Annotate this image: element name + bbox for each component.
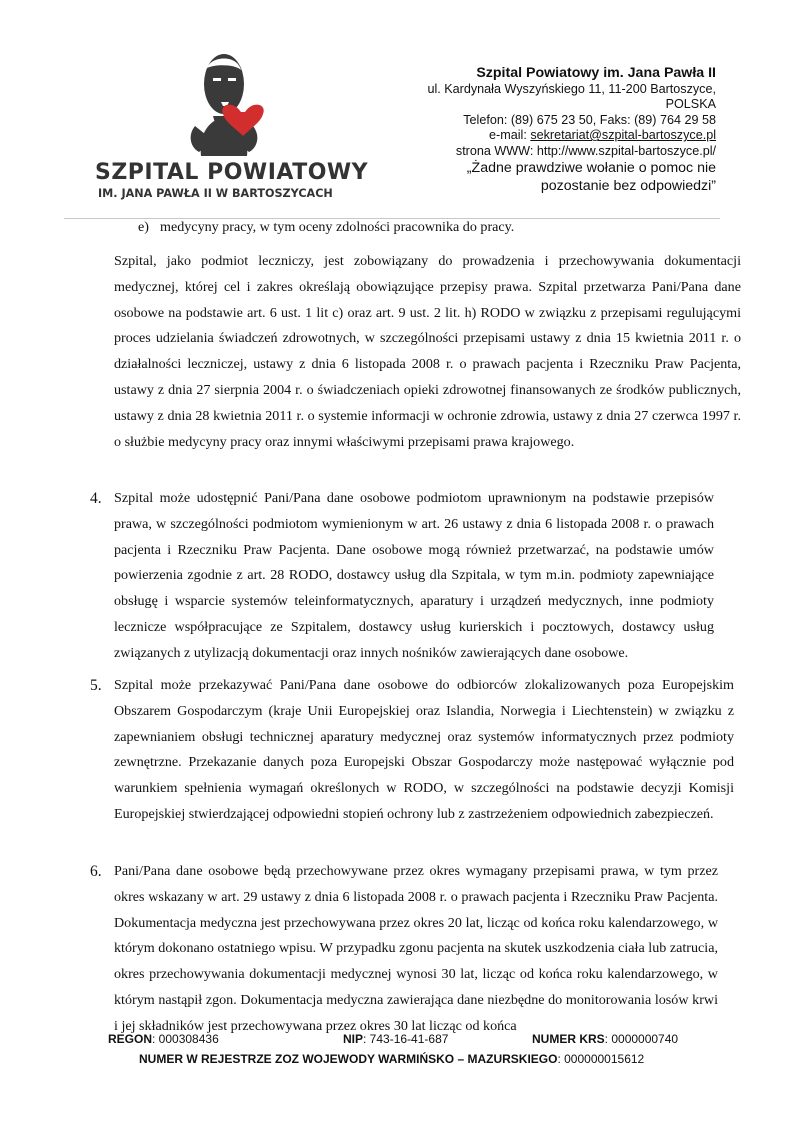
item-6-number: 6.: [90, 863, 102, 880]
header-contact: [427, 64, 716, 195]
footer-register: [139, 1052, 644, 1066]
address-line-2: POLSKA: [665, 97, 716, 112]
register-value: : 000000015612: [557, 1052, 645, 1066]
item-5-text: Szpital może przekazywać Pani/Pana dane osobowe do odbiorców zlokalizowanych poza Europejskim Obszarem Gospodarczym (kraje Unii Europejskiej oraz Islandia, Norwegia i Liechtenstein) w związku z zapewnianiem obsługi technicznej aparatury medycznej oraz systemów informatycznych przez podmioty zewnętrzne. Przekazanie danych poza Europejski Obszar Gospodarczy może następować wyłącznie pod warunkiem spełnienia wymagań określonych w RODO, w szczególności na podstawie decyzji Komisji Europejskiej stwierdzającej odpowiedni stopień ochrony lub z zastrzeżeniem odpowiednich zabezpieczeń.: [114, 677, 734, 822]
footer-nip: [343, 1032, 448, 1046]
motto-line-2: pozostanie bez odpowiedzi”: [540, 178, 716, 195]
address-line-1: ul. Kardynała Wyszyńskiego 11, 11-200 Bartoszyce,: [427, 82, 716, 96]
regon-value: : 000308436: [152, 1032, 219, 1046]
email-line: [427, 128, 716, 143]
krs-value: : 0000000740: [604, 1032, 679, 1046]
nip-value: : 743-16-41-687: [363, 1032, 449, 1046]
phone-fax: Telefon: (89) 675 23 50, Faks: (89) 764 29 58: [463, 112, 716, 127]
motto-line-1: „Żadne prawdziwe wołanie o pomoc nie: [466, 160, 716, 177]
regon-label: REGON: [108, 1032, 153, 1046]
logo-subtitle: IM. JANA PAWŁA II W BARTOSZYCACH: [98, 187, 333, 200]
list-item-e: [138, 219, 514, 236]
krs-label: NUMER KRS: [532, 1032, 605, 1046]
hospital-logo: [95, 44, 369, 204]
item-4-number: 4.: [90, 490, 102, 507]
email-label: e-mail:: [489, 128, 531, 143]
footer-regon: [108, 1032, 219, 1046]
item-6-text: Pani/Pana dane osobowe będą przechowywane przez okres wymagany przepisami prawa, w tym przez okres wskazany w art. 29 ustawy z dnia 6 listopada 2008 r. o prawach pacjenta i Rzeczniku Praw Pacjenta. Dokumentacja medyczna jest przechowywana przez okres 20 lat, licząc od końca roku kalendarzowego, w którym dokonano ostatniego wpisu. W przypadku zgonu pacjenta na skutek uszkodzenia ciała lub zatrucia, okres przechowywania dokumentacji medycznej wynosi 30 lat, licząc od końca roku kalendarzowego, w którym nastąpił zgon. Dokumentacja medyczna zawierająca dane niezbędne do monitorowania losów krwi i jej składników jest przechowywana przez okres 30 lat licząc od końca: [114, 863, 718, 1034]
item-5-number: 5.: [90, 677, 102, 694]
list-item-e-label: e): [138, 219, 149, 235]
paragraph-legal-basis: Szpital, jako podmiot leczniczy, jest zobowiązany do prowadzenia i przechowywania dokumentacji medycznej, której cel i zakres określają obowiązujące przepisy prawa. Szpital przetwarza Pani/Pana dane osobowe na podstawie art. 6 ust. 1 lit c) oraz art. 9 ust. 2 lit. h) RODO w związku z przepisami regulującymi proces udzielania świadczeń zdrowotnych, w szczególności przepisami ustawy z dnia 15 kwietnia 2011 r. o działalności leczniczej, ustawy z dnia 6 listopada 2008 r. o prawach pacjenta i Rzeczniku Praw Pacjenta, ustawy z dnia 27 sierpnia 2004 r. o świadczeniach opieki zdrowotnej finansowanych ze środków publicznych, ustawy z dnia 28 kwietnia 2011 r. o systemie informacji w ochronie zdrowia, ustawy z dnia 27 czerwca 1997 r. o służbie medycyny pracy oraz innymi właściwymi przepisami prawa krajowego.: [114, 253, 741, 450]
website-line[interactable]: strona WWW: http://www.szpital-bartoszyce.pl/: [455, 143, 716, 158]
register-label: NUMER W REJESTRZE ZOZ WOJEWODY WARMIŃSKO – MAZURSKIEGO: [139, 1052, 558, 1066]
portrait-with-heart-icon: [177, 44, 271, 156]
hospital-name: Szpital Powiatowy im. Jana Pawła II: [476, 65, 716, 81]
logo-title: SZPITAL POWIATOWY: [95, 160, 369, 185]
item-4-text: Szpital może udostępnić Pani/Pana dane osobowe podmiotom uprawnionym na podstawie przepisów prawa, w szczególności podmiotom wymienionym w art. 26 ustawy z dnia 6 listopada 2008 r. o prawach pacjenta i Rzeczniku Praw Pacjenta. Dane osobowe mogą również przetwarzać, na podstawie umów powierzenia zgodnie z art. 28 RODO, dostawcy usług dla Szpitala, w tym m.in. podmioty zapewniające obsługę i wsparcie systemów teleinformatycznych, aparatury i urządzeń medycznych, inne podmioty lecznicze współpracujące ze Szpitalem, dostawcy usług kurierskich i pocztowych, dostawcy usług związanych z utylizacją dokumentacji oraz innych nośników zawierających dane osobowe.: [114, 490, 714, 661]
footer-krs: [532, 1032, 678, 1046]
nip-label: NIP: [343, 1032, 364, 1046]
list-item-e-text: medycyny pracy, w tym oceny zdolności pracownika do pracy.: [160, 219, 515, 235]
email-link[interactable]: sekretariat@szpital-bartoszyce.pl: [530, 128, 716, 143]
